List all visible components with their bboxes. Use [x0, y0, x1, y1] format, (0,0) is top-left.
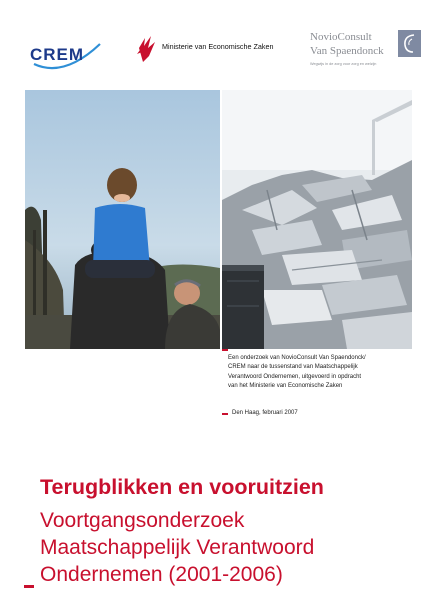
novio-line1: NovioConsult	[310, 31, 372, 43]
accent-dash	[24, 585, 34, 588]
novio-line2: Van Spaendonck	[310, 45, 384, 57]
document-title: Terugblikken en vooruitzien	[40, 475, 324, 499]
crem-swoosh-icon	[28, 38, 106, 74]
document-subtitle-line: Ondernemen (2001-2006)	[40, 563, 283, 586]
novio-emblem-icon	[398, 30, 421, 57]
novioconsult-logo	[310, 30, 425, 85]
document-subtitle-line: Voortgangsonderzoek	[40, 509, 245, 532]
caption-line: Een onderzoek van NovioConsult Van Spaendonck/	[228, 355, 366, 361]
document-subtitle-line: Maatschappelijk Verantwoord	[40, 536, 315, 559]
photo-father-child	[25, 90, 220, 349]
caption-line: CREM naar de tussenstand van Maatschappelijk	[228, 364, 358, 371]
caption-marker	[222, 349, 228, 351]
ministry-logo	[135, 34, 285, 64]
photo-scrap-metal	[222, 90, 412, 349]
caption-line: van het Ministerie van Economische Zaken	[228, 383, 343, 390]
crem-logo-text: CREM	[30, 45, 85, 64]
caption-line: Verantwoord Ondernemen, uitgevoerd in opdracht	[228, 373, 362, 380]
date-marker	[222, 413, 228, 415]
study-caption	[228, 354, 418, 392]
ministry-emblem-icon	[135, 34, 161, 64]
publication-date: Den Haag, februari 2007	[232, 410, 298, 416]
ministry-name: Ministerie van Economische Zaken	[162, 42, 274, 51]
crem-logo	[28, 38, 106, 74]
novio-tagline: Wegwijs in de zorg voor zorg en welzijn	[310, 62, 377, 66]
